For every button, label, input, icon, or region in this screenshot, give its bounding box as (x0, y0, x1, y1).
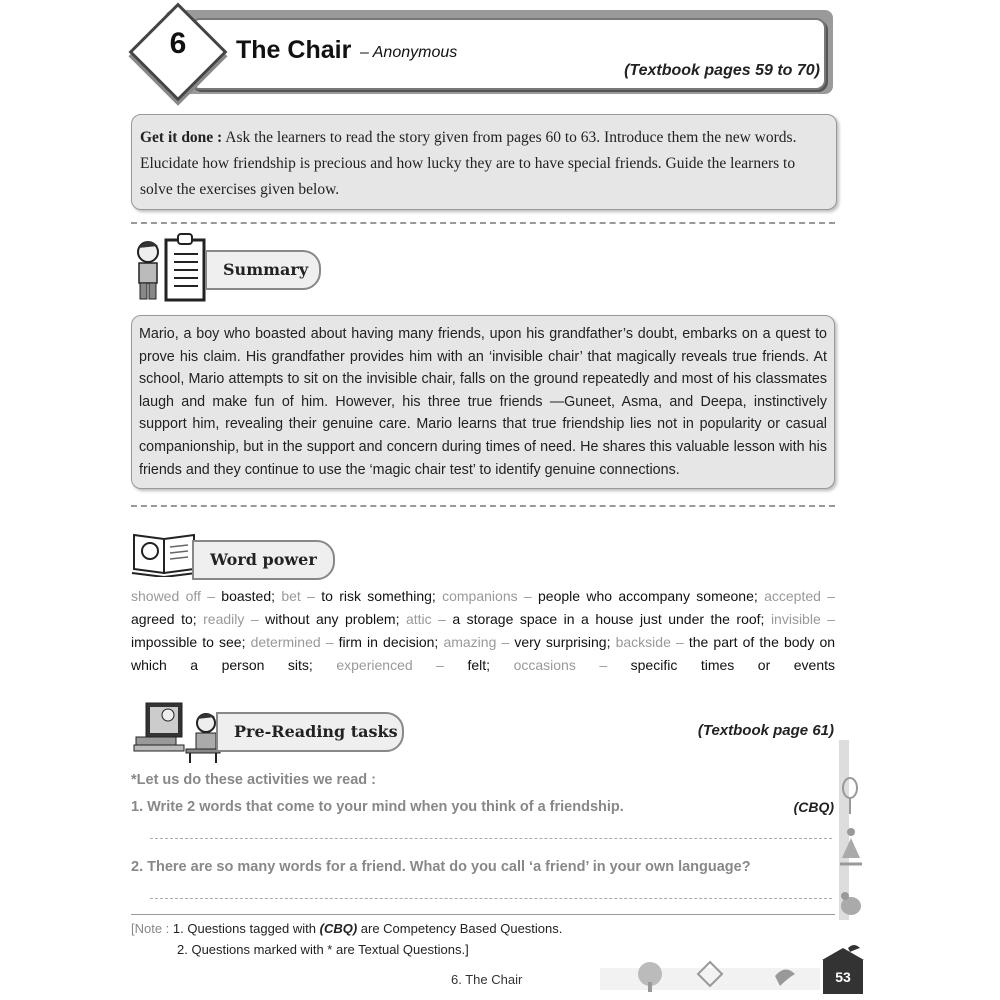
summary-text: Mario, a boy who boasted about having many friends, upon his grandfather’s doubt, embarks on a quest to prove his claim. His grandfather provides him with an ‘invisible chair’ that magically reveals true friends. At school, Mario attempts to sit on the invisible chair, falls on the ground repeatedly and most of his classmates laugh and make fun of him. However, his three true friends —Guneet, Asma, and Deepa, instinctively support him, revealing their genuine care. Mario learns that true friendship lies not in popularity or casual companionship, but in the support and concern during times of need. He shares this valuable lesson with his friends and they continue to use the ‘magic chair test’ to identify genuine connections. (139, 326, 827, 478)
summary-box (131, 315, 835, 489)
answer-line (150, 838, 832, 839)
word-entry: showed off – boasted; (131, 588, 276, 604)
section-divider (131, 505, 835, 507)
chapter-title: The Chair (236, 36, 352, 64)
note-line-2: 2. Questions marked with * are Textual Questions.] (177, 942, 469, 957)
note-divider (131, 914, 835, 915)
get-it-done-box (131, 114, 837, 210)
get-it-done-text: Ask the learners to read the story given from pages 60 to 63. Introduce them the new words. Elucidate how friendship is precious and how lucky they are to have special friends. Guide the learners to solve the exercises given below. (140, 129, 797, 198)
summary-heading: Summary (205, 250, 321, 290)
note-prefix: [Note : (131, 921, 170, 936)
roof-bird-icon (820, 944, 866, 962)
word-entry: bet – to risk something; (281, 588, 436, 604)
word-entry: determined – firm in decision; (250, 634, 439, 650)
cbq-tag: (CBQ) (793, 799, 834, 815)
pre-reading-textbook-page: (Textbook page 61) (697, 722, 834, 739)
textbook-pages: (Textbook pages 59 to 70) (624, 62, 820, 79)
word-entry: experienced – felt; (336, 657, 491, 673)
word-entry: readily – without any problem; (203, 611, 400, 627)
word-power-list (131, 585, 835, 677)
page-number: 53 (823, 960, 863, 994)
footer-decoration-icons (600, 958, 820, 994)
word-entry: occasions – specific times or events (513, 657, 836, 673)
open-book-icon (130, 525, 200, 577)
footer-chapter: 6. The Chair (451, 972, 523, 987)
word-entry: accepted – agreed to; (131, 588, 836, 627)
boy-with-clipboard-icon (130, 232, 212, 304)
chapter-number: 6 (169, 27, 187, 60)
pre-reading-heading: Pre-Reading tasks (216, 712, 404, 752)
sport-icons-strip (836, 740, 866, 920)
word-entry: amazing – very surprising; (443, 634, 611, 650)
chapter-author: – Anonymous (360, 44, 458, 61)
question-2: 2. There are so many words for a friend. What do you call ‘a friend’ in your own language? (131, 859, 751, 875)
pre-reading-intro: *Let us do these activities we read : (131, 772, 376, 788)
answer-line (150, 898, 832, 899)
section-divider (131, 222, 835, 224)
word-entry: backside – the part of the body on which a person sits; (131, 634, 836, 673)
word-entry: invisible – impossible to see; (131, 611, 836, 650)
word-entry: companions – people who accompany someone; (442, 588, 758, 604)
word-entry: attic – a storage space in a house just under the roof; (405, 611, 765, 627)
note-line-1: [Note : 1. Questions tagged with (CBQ) are Competency Based Questions. (131, 921, 563, 936)
question-1: 1. Write 2 words that come to your mind when you think of a friendship. (131, 799, 624, 815)
word-power-heading: Word power (192, 540, 335, 580)
get-it-done-label: Get it done : (140, 129, 223, 146)
children-reading-icon (130, 697, 222, 765)
